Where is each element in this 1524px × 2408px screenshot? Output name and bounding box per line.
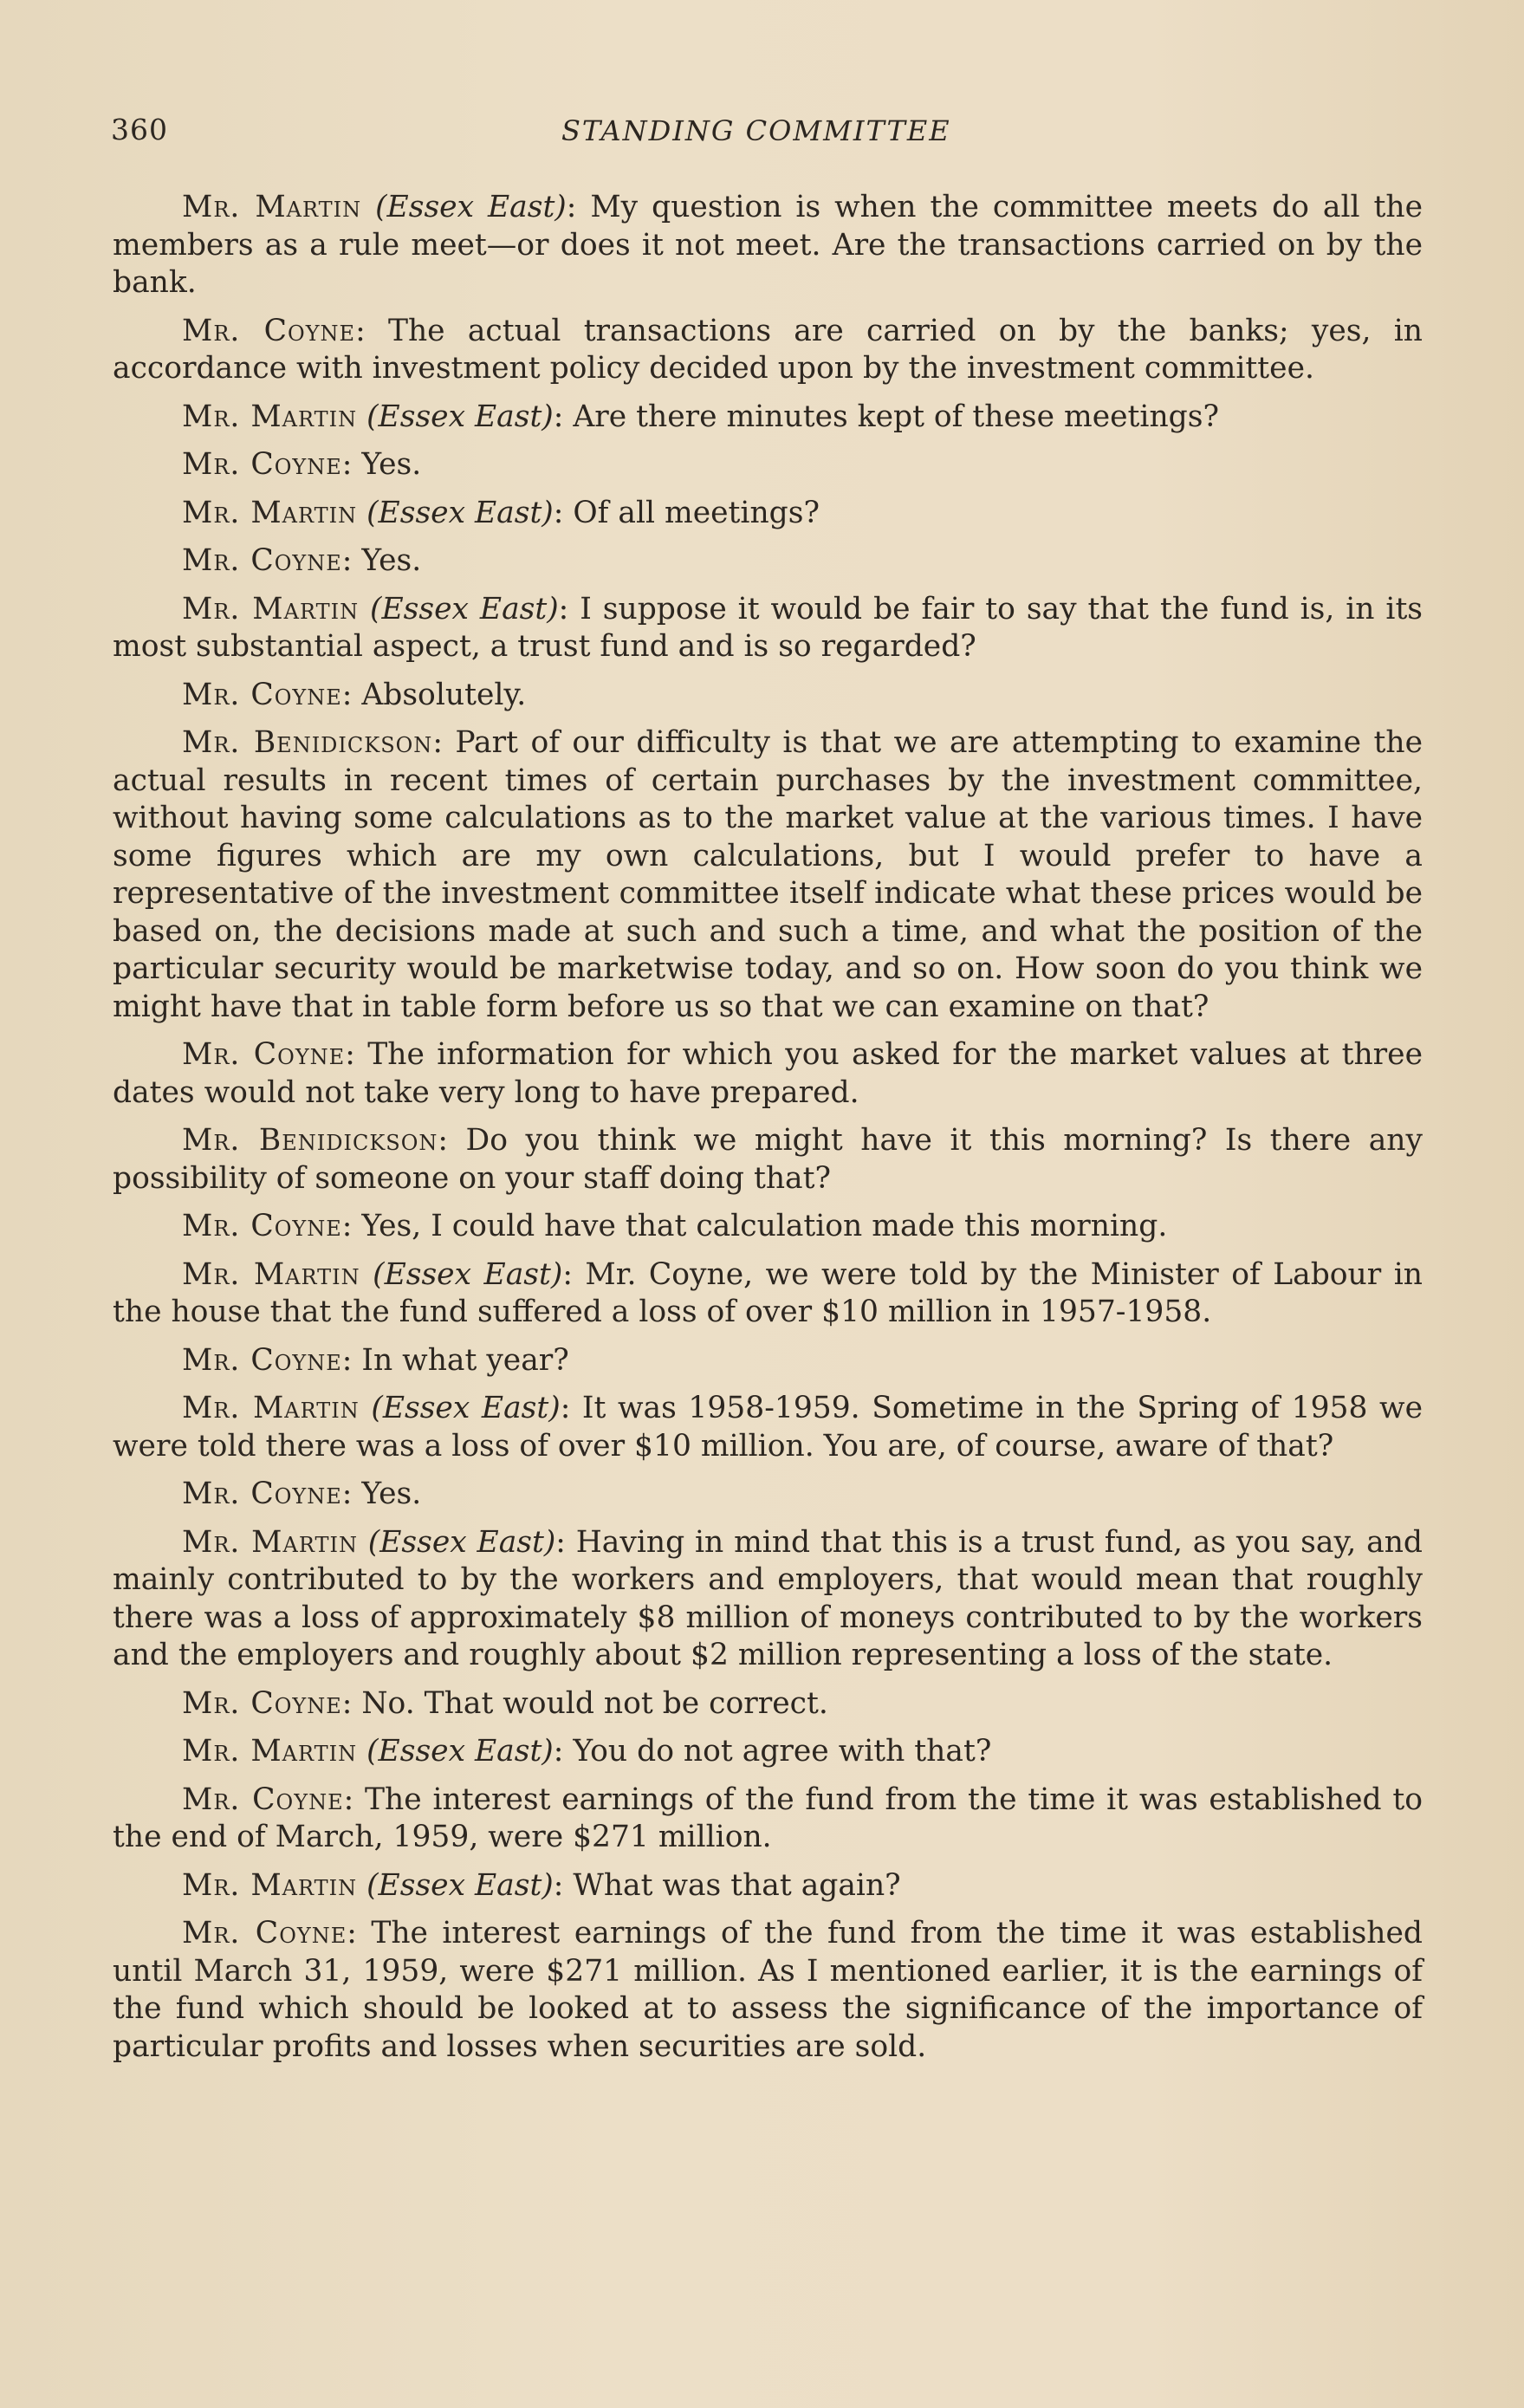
speaker: Mr. Martin <box>182 495 358 530</box>
riding: (Essex East) <box>373 1256 563 1292</box>
statement: : Yes. <box>341 543 422 578</box>
statement: : Of all meetings? <box>553 495 820 530</box>
paragraph-4 <box>113 446 1423 484</box>
page-header <box>111 113 1411 156</box>
paragraph-13 <box>113 1256 1423 1332</box>
riding: (Essex East) <box>370 591 559 626</box>
statement: : No. That would not be correct. <box>341 1685 828 1721</box>
speaker: Mr. Coyne <box>182 1477 342 1511</box>
speaker: Mr. Martin <box>182 1391 360 1425</box>
speaker: Mr. Benidickson <box>182 1123 438 1158</box>
statement: : I suppose it would be fair to say that the fund is, in its most substantial aspect, a trust fund and is so regarded? <box>113 591 1423 664</box>
speaker: Mr. Martin <box>182 591 360 626</box>
speaker: Mr. Coyne <box>182 313 356 348</box>
speaker: Mr. Coyne <box>182 1209 342 1243</box>
statement: : The information for which you asked for the market values at three dates would not take very long to have prepared. <box>113 1037 1423 1110</box>
paragraph-16 <box>113 1476 1423 1514</box>
statement: : The interest earnings of the fund from the time it was established until March 31, 1959, were $271 million. As I mentioned earlier, it is the earnings of the fund which should be looked at to assess the significance of the importance of particular profits and losses when securities are sold. <box>113 1916 1423 2064</box>
statement: : Part of our difficulty is that we are attempting to examine the actual results in recent times of certain purchases by the investment committee, without having some calculations as to the market value at the various times. I have some figures which are my own calculations, but I would prefer to have a representative of the investment committee itself indicate what these prices would be based on, the decisions made at such and such a time, and what the position of the particular security would be marketwise today, and so on. How soon do you think we might have that in table form before us so that we can examine on that? <box>113 725 1423 1024</box>
page-number: 360 <box>111 113 168 146</box>
speaker: Mr. Martin <box>182 1256 360 1292</box>
statement: : Yes, I could have that calculation made this morning. <box>341 1209 1168 1243</box>
statement: : The interest earnings of the fund from the time it was established to the end of March, 1959, were $271 million. <box>113 1782 1423 1854</box>
paragraph-5 <box>113 495 1423 533</box>
riding: (Essex East) <box>366 1867 554 1903</box>
speaker: Mr. Benidickson <box>182 725 433 760</box>
speaker: Mr. Martin <box>182 399 358 434</box>
riding: (Essex East) <box>371 1391 561 1425</box>
statement: : My question is when the committee meets do all the members as a rule meet—or does it not meet. Are the transactions carried on by the bank. <box>113 190 1423 300</box>
paragraph-8 <box>113 677 1423 715</box>
speaker: Mr. Martin <box>182 1867 358 1903</box>
speaker: Mr. Coyne <box>182 447 342 482</box>
paragraph-6 <box>113 542 1423 581</box>
statement: : Yes. <box>341 447 422 482</box>
statement: : Do you think we might have it this morning? Is there any possibility of someone on your staff doing that? <box>113 1123 1423 1196</box>
statement: : In what year? <box>341 1342 569 1378</box>
running-head: STANDING COMMITTEE <box>561 114 951 147</box>
paragraph-10 <box>113 1036 1423 1112</box>
paragraph-14 <box>113 1342 1423 1380</box>
paragraph-20 <box>113 1782 1423 1857</box>
paragraph-9 <box>113 724 1423 1026</box>
statement: : It was 1958-1959. Sometime in the Spring of 1958 we were told there was a loss of over $10 million. You are, of course, aware of that? <box>113 1391 1423 1464</box>
paragraph-19 <box>113 1733 1423 1771</box>
speaker: Mr. Coyne <box>182 677 342 712</box>
paragraph-2 <box>113 313 1423 388</box>
statement: : You do not agree with that? <box>553 1734 992 1769</box>
paragraph-21 <box>113 1867 1423 1905</box>
speaker: Mr. Martin <box>182 1524 358 1560</box>
speaker: Mr. Coyne <box>182 1037 346 1072</box>
statement: : Having in mind that this is a trust fund, as you say, and mainly contributed to by the workers and employers, that would mean that roughly there was a loss of approximately $8 million of moneys contributed to by the workers and the employers and roughly about $2 million representing a loss of the state. <box>113 1524 1423 1672</box>
transcript-body <box>113 189 1423 2076</box>
speaker: Mr. Coyne <box>182 1685 342 1721</box>
paragraph-1 <box>113 189 1423 302</box>
speaker: Mr. Martin <box>182 1734 358 1769</box>
speaker: Mr. Coyne <box>182 1916 347 1950</box>
riding: (Essex East) <box>367 1524 556 1560</box>
statement: : Mr. Coyne, we were told by the Minister of Labour in the house that the fund suffered a loss of over $10 million in 1957-1958. <box>113 1256 1423 1329</box>
statement: : What was that again? <box>553 1867 901 1903</box>
speaker: Mr. Coyne <box>182 1342 342 1378</box>
paragraph-11 <box>113 1122 1423 1198</box>
riding: (Essex East) <box>375 190 567 224</box>
paragraph-17 <box>113 1524 1423 1675</box>
speaker: Mr. Coyne <box>182 1782 344 1817</box>
paragraph-12 <box>113 1208 1423 1246</box>
paragraph-7 <box>113 591 1423 666</box>
paragraph-18 <box>113 1685 1423 1723</box>
speaker: Mr. Coyne <box>182 543 342 578</box>
riding: (Essex East) <box>366 1734 554 1769</box>
paragraph-15 <box>113 1390 1423 1465</box>
statement: : Are there minutes kept of these meetings? <box>553 399 1219 434</box>
paragraph-22 <box>113 1915 1423 2066</box>
riding: (Essex East) <box>366 495 554 530</box>
statement: : Yes. <box>341 1477 422 1511</box>
statement: : Absolutely. <box>341 677 527 712</box>
speaker: Mr. Martin <box>182 190 362 224</box>
statement: : The actual transactions are carried on by the banks; yes, in accordance with investment policy decided upon by the investment committee. <box>113 313 1423 386</box>
riding: (Essex East) <box>366 399 554 434</box>
paragraph-3 <box>113 399 1423 437</box>
